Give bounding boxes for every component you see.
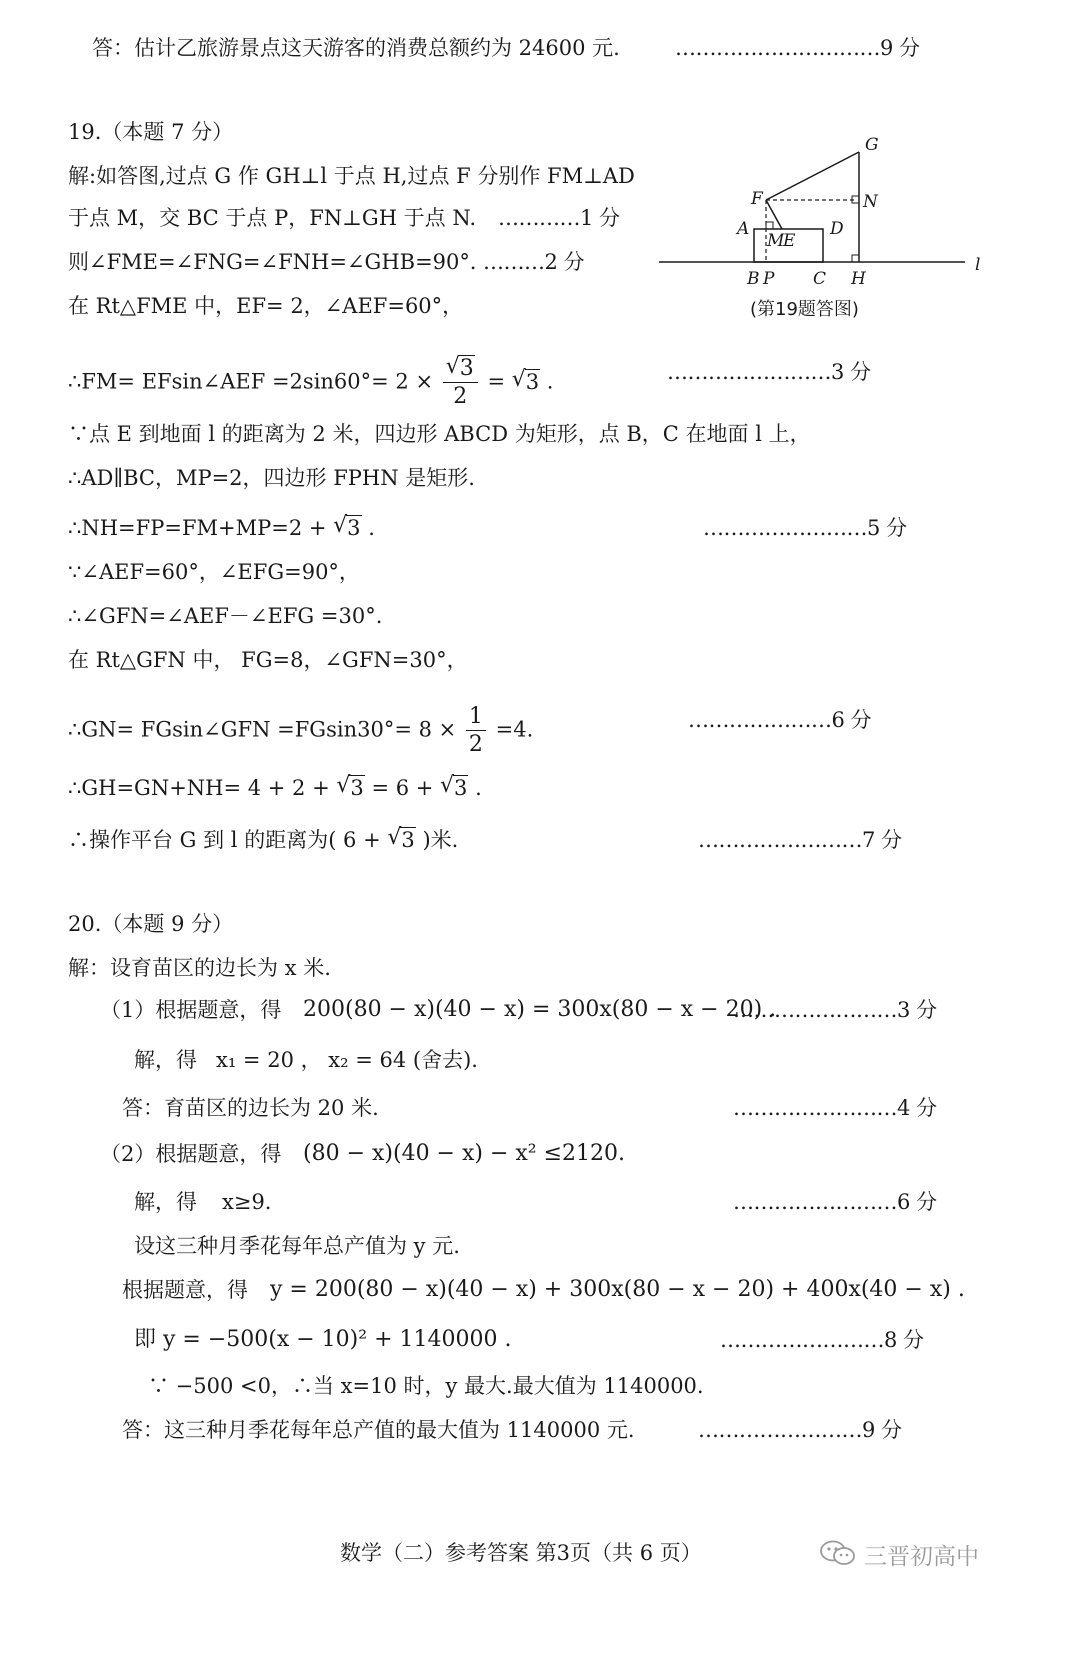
- score-marker: …………………………9 分: [675, 36, 920, 60]
- q20-p2-solution: x≥9.: [222, 1190, 272, 1214]
- q20-header: 20.（本题 9 分）: [68, 912, 234, 936]
- radicand: 3: [347, 516, 361, 540]
- period: .: [546, 369, 554, 394]
- fraction-1-over-2: [466, 706, 486, 756]
- q20-p2-answer: 答：这三种月季花每年总产值的最大值为 1140000 元.: [122, 1418, 635, 1442]
- answer-line: 答：估计乙旅游景点这天游客的消费总额约为 24600 元.: [92, 36, 620, 60]
- label-m: M: [767, 231, 785, 251]
- denominator: 2: [468, 732, 483, 757]
- q19-line-4: 在 Rt△FME 中，EF= 2，∠AEF=60°，: [68, 294, 464, 318]
- label-p: P: [763, 269, 775, 289]
- label-a: A: [737, 219, 750, 239]
- q20-p1-equation: 200(80 − x)(40 − x) = 300x(80 − x − 20) .: [303, 997, 777, 1022]
- segment-fg: [766, 152, 859, 200]
- numerator: 1: [466, 706, 486, 731]
- radicand: 3: [525, 369, 540, 394]
- denominator: 2: [453, 384, 468, 409]
- q20-p2-vertex-form: 即 y = −500(x − 10)² + 1140000 .: [134, 1327, 512, 1352]
- right-angle-m: [766, 222, 773, 229]
- label-l: l: [975, 255, 981, 275]
- q20-p1-solution: x₁ = 20 ， x₂ = 64 (舍去).: [216, 1048, 478, 1072]
- q20-p1-label: （1）根据题意，得: [100, 998, 282, 1022]
- q19-line-12: [68, 706, 533, 756]
- page-footer: 数学（二）参考答案 第3页（共 6 页）: [340, 1541, 702, 1565]
- equals: =: [487, 369, 506, 394]
- q19-header: 19.（本题 7 分）: [68, 120, 234, 144]
- q19-line-11: 在 Rt△GFN 中， FG=8，∠GFN=30°，: [68, 648, 468, 672]
- radicand: 3: [350, 776, 364, 800]
- q19-line-7: ∴AD∥BC，MP=2，四边形 FPHN 是矩形.: [68, 466, 475, 490]
- q19-line-2: 于点 M，交 BC 于点 P，FN⊥GH 于点 N.: [68, 206, 477, 230]
- q20-score-9: ……………………9 分: [698, 1418, 902, 1442]
- q20-p2-eq2-label: 根据题意，得: [122, 1278, 248, 1302]
- q20-intro: 解：设育苗区的边长为 x 米.: [68, 956, 331, 980]
- q20-p2-equation: (80 − x)(40 − x) − x² ≤2120.: [303, 1141, 626, 1166]
- q19-line-8: [68, 514, 375, 542]
- q19-l12-text: ∴GN= FGsin∠GFN =FGsin30°= 8 ×: [68, 717, 457, 742]
- label-h: H: [851, 269, 866, 289]
- q19-score-1: …………1 分: [498, 206, 620, 230]
- q20-p2-reason: ∵ −500 <0，∴当 x=10 时，y 最大.最大值为 1140000.: [148, 1374, 704, 1398]
- q19-line-13: [68, 774, 482, 802]
- q19-score-7: ……………………7 分: [698, 828, 902, 852]
- q20-score-6: ……………………6 分: [733, 1190, 937, 1214]
- q20-p1-sol-label: 解，得: [134, 1048, 197, 1072]
- label-e: E: [783, 231, 796, 251]
- segment-fe: [766, 200, 782, 229]
- q19-score-6: …………………6 分: [688, 708, 872, 732]
- radicand: 3: [459, 356, 474, 381]
- q20-score-4: ……………………4 分: [733, 1096, 937, 1120]
- label-c: C: [813, 269, 827, 289]
- result: =4.: [495, 717, 534, 742]
- label-f: F: [751, 189, 763, 209]
- q19-line-10: ∴∠GFN=∠AEF－∠EFG =30°.: [68, 604, 383, 628]
- q19-l8-text: ∴NH=FP=FM+MP=2 +: [68, 516, 327, 540]
- q20-p2-label: （2）根据题意，得: [100, 1142, 282, 1166]
- q19-l14-end: )米.: [422, 828, 459, 852]
- label-g: G: [865, 135, 879, 155]
- fraction-sqrt3-over-2: [443, 358, 478, 408]
- q19-l5-text: ∴FM= EFsin∠AEF =2sin60°= 2 ×: [68, 369, 434, 394]
- label-d: D: [830, 219, 844, 239]
- q19-l13-text: ∴GH=GN+NH= 4 + 2 +: [68, 776, 330, 800]
- q19-score-3: ……………………3 分: [667, 360, 871, 384]
- q20-p2-equation-2: y = 200(80 − x)(40 − x) + 300x(80 − x − 20) + 400x(40 − x) .: [270, 1277, 965, 1302]
- q19-line-5: [68, 358, 553, 408]
- q20-p2-setup: 设这三种月季花每年总产值为 y 元.: [134, 1234, 460, 1258]
- wechat-icon: [818, 1538, 858, 1568]
- q19-score-2: ………2 分: [483, 250, 585, 274]
- period: .: [475, 776, 482, 800]
- figure-caption: (第19题答图): [750, 299, 859, 320]
- period: .: [368, 516, 375, 540]
- watermark: 三晋初高中: [864, 1544, 979, 1570]
- radicand: 3: [401, 828, 415, 852]
- q20-p2-sol-label: 解，得: [134, 1190, 197, 1214]
- q19-line-9: ∵∠AEF=60°，∠EFG=90°，: [68, 560, 360, 584]
- label-n: N: [863, 192, 878, 212]
- q20-score-8: ……………………8 分: [720, 1328, 924, 1352]
- q20-p1-answer: 答：育苗区的边长为 20 米.: [122, 1096, 379, 1120]
- q20-score-3: ……………………3 分: [733, 998, 937, 1022]
- right-angle-h: [852, 255, 859, 262]
- q19-line-6: ∵点 E 到地面 l 的距离为 2 米，四边形 ABCD 为矩形，点 B，C 在地面 l 上，: [68, 422, 811, 446]
- q19-line-1: 解:如答图,过点 G 作 GH⊥l 于点 H,过点 F 分别作 FM⊥AD: [68, 164, 635, 188]
- q19-l13-mid: = 6 +: [371, 776, 434, 800]
- q19-line-14: [68, 826, 458, 854]
- q19-figure: [655, 130, 990, 290]
- label-b: B: [747, 269, 760, 289]
- q19-l14-text: ∴操作平台 G 到 l 的距离为( 6 +: [68, 828, 381, 852]
- q19-line-3: 则∠FME=∠FNG=∠FNH=∠GHB=90°．: [68, 250, 491, 274]
- q19-score-5: ……………………5 分: [703, 516, 907, 540]
- radicand: 3: [454, 776, 468, 800]
